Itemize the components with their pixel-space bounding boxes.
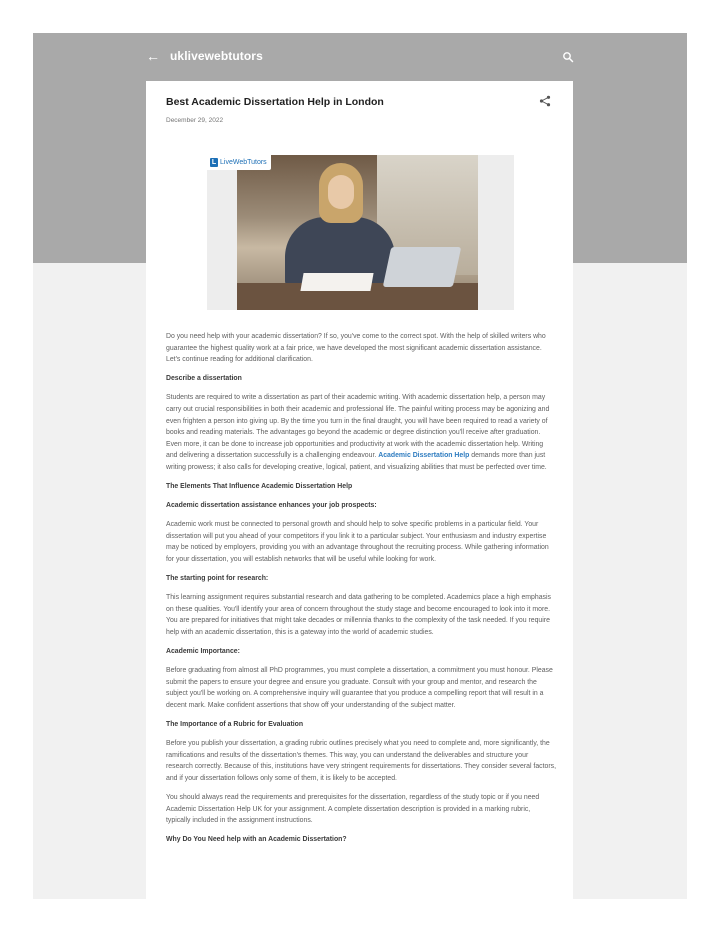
logo-text: LiveWebTutors	[220, 159, 267, 166]
share-icon[interactable]	[539, 95, 551, 107]
post-card	[146, 81, 573, 899]
paragraph-job-prospects: Academic work must be connected to personal growth and should help to solve specific problems in a particular field. Your dissertation will put you ahead of your competitors if you link it to a particular subject. Your enthusiasm and industry expertise may be noticed by employers, providing you with an advantage throughout the recruiting process. While gathering information for your dissertation, you will establish networks that will be useful while looking for work.	[166, 521, 549, 563]
paragraph-intro: Do you need help with your academic dissertation? If so, you've come to the correct spot. With the help of skilled writers who guarantee the highest quality work at a fair price, we have developed the most significant academic dissertation assistance. Let's continue reading for additional clarification.	[166, 333, 546, 364]
heading-rubric: The Importance of a Rubric for Evaluation	[166, 721, 304, 729]
heading-describe-dissertation: Describe a dissertation	[166, 375, 242, 383]
heading-academic-importance: Academic Importance:	[166, 648, 240, 656]
hero-image	[207, 155, 514, 310]
academic-dissertation-help-link[interactable]: Academic Dissertation Help	[378, 452, 470, 460]
paragraph-rubric: Before you publish your dissertation, a grading rubric outlines precisely what you need to complete and, more significantly, the ramifications and results of the dissertation's themes. This way, you can understand the deliverables and structure your research correctly. Because of this, institutions have very stringent requirements for dissertations. They consider several factors, and if your dissertation follows only some of them, it is likely to be accepted.	[166, 740, 557, 782]
paragraph-research-start: This learning assignment requires substantial research and data gathering to be completed. Academics place a high emphasis on these qualities. You'll identify your area of concern throughout the study stage and become encouraged to look into it more. You are prepared for initiatives that might take decades or millennia thanks to the complexity of the task needed. If you require help with an academic dissertation, this is a gateway into the world of academic studies.	[166, 594, 551, 636]
logo-mark: L	[211, 159, 217, 166]
arrow-left-icon[interactable]: ←	[146, 48, 160, 64]
paragraph-describe-text-a: Students are required to write a dissertation as part of their academic writing. With academic dissertation help, a person may carry out crucial responsibilities in both their academic and professional life. The painful writing process may be agonizing and even frighten a person into giving up. By the time you turn in the final draught, you will have been required to read a variety of books and reading materials. The advantages go beyond the academic or degree distinction you'll receive after graduation. Even more, it can be done to increase job opportunities and productivity at work with the academic dissertation help. Writing and delivering a dissertation successfully is a challenging endeavour.	[166, 394, 550, 460]
paragraph-describe	[166, 392, 556, 473]
post-title: Best Academic Dissertation Help in London	[166, 96, 384, 108]
heading-why-need-help: Why Do You Need help with an Academic Dissertation?	[166, 836, 347, 844]
post-date: December 29, 2022	[166, 117, 224, 124]
paragraph-describe-text-b: demands more than just writing prowess; it also calls for developing creative, logical, patient, and visualizing abilities that must be perfected over time.	[166, 452, 547, 471]
top-bar	[146, 47, 574, 67]
livewebtutors-logo	[207, 155, 271, 170]
heading-research-start: The starting point for research:	[166, 575, 269, 583]
heading-elements: The Elements That Influence Academic Dissertation Help	[166, 483, 353, 491]
heading-job-prospects: Academic dissertation assistance enhances your job prospects:	[166, 502, 377, 510]
post-body	[166, 331, 556, 853]
paragraph-academic-importance: Before graduating from almost all PhD programmes, you must complete a dissertation, a commitment you must honour. Please submit the papers to ensure your degree and ensure you graduate. Consult with your group and mentor, and research the subject you'll be working on. A comprehensive inquiry will guarantee that you produce a compelling report that will result in a decent mark. Make confident assertions that show off your understanding of the subject matter.	[166, 667, 553, 709]
site-title[interactable]: uklivewebtutors	[170, 49, 263, 63]
paragraph-requirements: You should always read the requirements and prerequisites for the dissertation, regardless of the study topic or if you need Academic Dissertation Help UK for your assignment. A complete dissertation description is provided in a marking rubric, typically included in the assignment instructions.	[166, 794, 540, 825]
page-frame	[33, 33, 687, 899]
search-icon[interactable]	[562, 51, 574, 63]
